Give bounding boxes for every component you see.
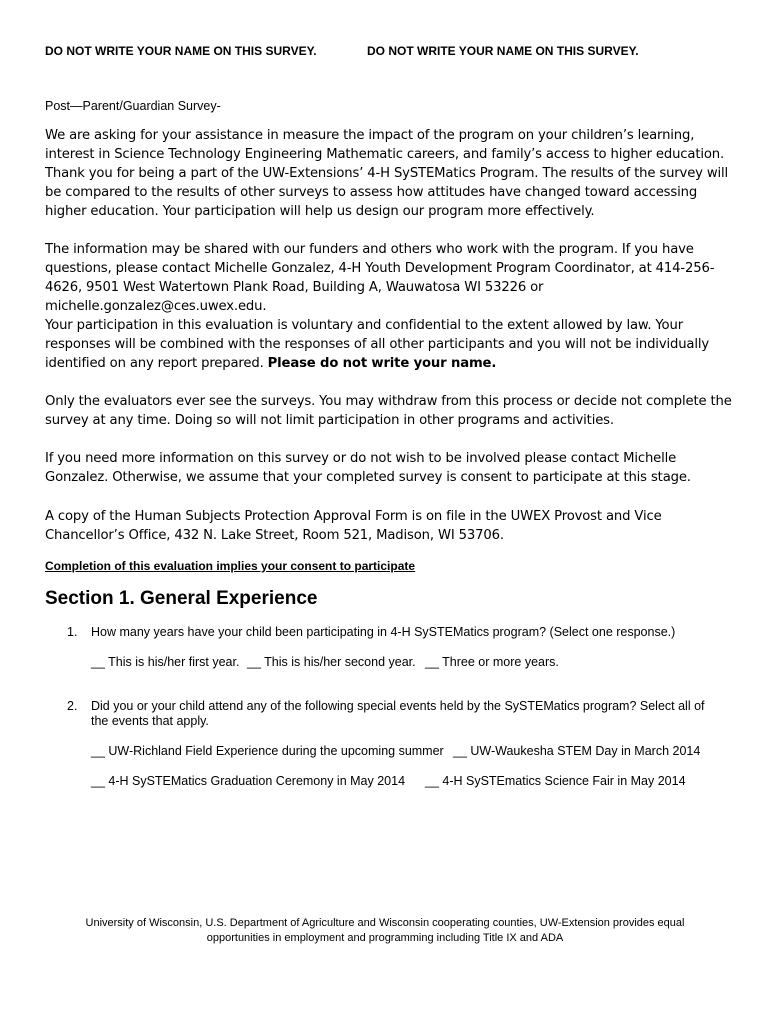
footer-line-1: University of Wisconsin, U.S. Department of Agriculture and Wisconsin cooperating counties, UW-Extension provides equal <box>85 917 685 929</box>
intro-paragraph-approval-form: A copy of the Human Subjects Protection Approval Form is on file in the UWEX Provost and Vice Chancellor’s Office, 432 N. Lake Street, Room 521, Madison, WI 53706. <box>45 509 662 543</box>
survey-subtitle: Post—Parent/Guardian Survey- <box>45 99 221 113</box>
no-name-warning-right: DO NOT WRITE YOUR NAME ON THIS SURVEY. <box>367 44 639 58</box>
intro-paragraph-purpose: We are asking for your assistance in measure the impact of the program on your children’s learning, interest in Science Technology Engineering Mathematic careers, and family’s access to higher education. Thank you for being a part of the UW-Extensions’ 4-H SySTEMatics Program. The results of the survey will be compared to the results of other surveys to assess how attitudes have changed toward accessing higher education. Your participation will help us design our program more effectively. <box>45 128 729 219</box>
intro-paragraph-more-info: If you need more information on this survey or do not wish to be involved please contact Michelle Gonzalez. Otherwise, we assume that your completed survey is consent to participate at this stage. <box>45 451 691 485</box>
q2-option-field-experience[interactable]: __ UW-Richland Field Experience during the upcoming summer <box>91 744 444 758</box>
section-title: Section 1. General Experience <box>45 588 318 609</box>
q2-option-graduation-ceremony[interactable]: __ 4-H SySTEMatics Graduation Ceremony in May 2014 <box>91 774 406 788</box>
footer <box>0 916 770 946</box>
q1-option-three-plus-years[interactable]: __ Three or more years. <box>425 655 559 669</box>
consent-statement: Completion of this evaluation implies your consent to participate <box>45 559 416 573</box>
question-2-number: 2. <box>67 699 78 713</box>
no-name-warning-left: DO NOT WRITE YOUR NAME ON THIS SURVEY. <box>45 44 317 58</box>
q2-option-science-fair[interactable]: __ 4-H SySTEmatics Science Fair in May 2014 <box>425 774 686 788</box>
question-2-text: Did you or your child attend any of the following special events held by the SySTEMatics program? Select all of the events that apply. <box>91 699 705 728</box>
question-1-number: 1. <box>67 625 78 639</box>
intro-paragraph-confidentiality <box>45 316 735 373</box>
intro-paragraph-contact: The information may be shared with our funders and others who work with the program. If you have questions, please contact Michelle Gonzalez, 4-H Youth Development Program Coordinator, at 414-256-4626, 9501 West Watertown Plank Road, Building A, Wauwatosa WI 53226 or michelle.gonzalez@ces.uwex.edu. <box>45 242 715 314</box>
q1-option-first-year[interactable]: __ This is his/her first year. <box>91 655 240 669</box>
question-1-text: How many years have your child been participating in 4-H SySTEMatics program? (Select one response.) <box>91 625 676 639</box>
footer-line-2: opportunities in employment and programming including Title IX and ADA <box>206 932 564 944</box>
q1-option-second-year[interactable]: __ This is his/her second year. <box>247 655 416 669</box>
q2-option-stem-day[interactable]: __ UW-Waukesha STEM Day in March 2014 <box>453 744 701 758</box>
confidentiality-text: Your participation in this evaluation is voluntary and confidential to the extent allowed by law. Your responses will be combined with the responses of all other participants and you will not be individually identified on any report prepared. <box>45 318 710 371</box>
intro-paragraph-withdraw: Only the evaluators ever see the surveys. You may withdraw from this process or decide not complete the survey at any time. Doing so will not limit participation in other programs and activities. <box>45 394 732 428</box>
do-not-write-name-notice: Please do not write your name. <box>267 356 497 371</box>
